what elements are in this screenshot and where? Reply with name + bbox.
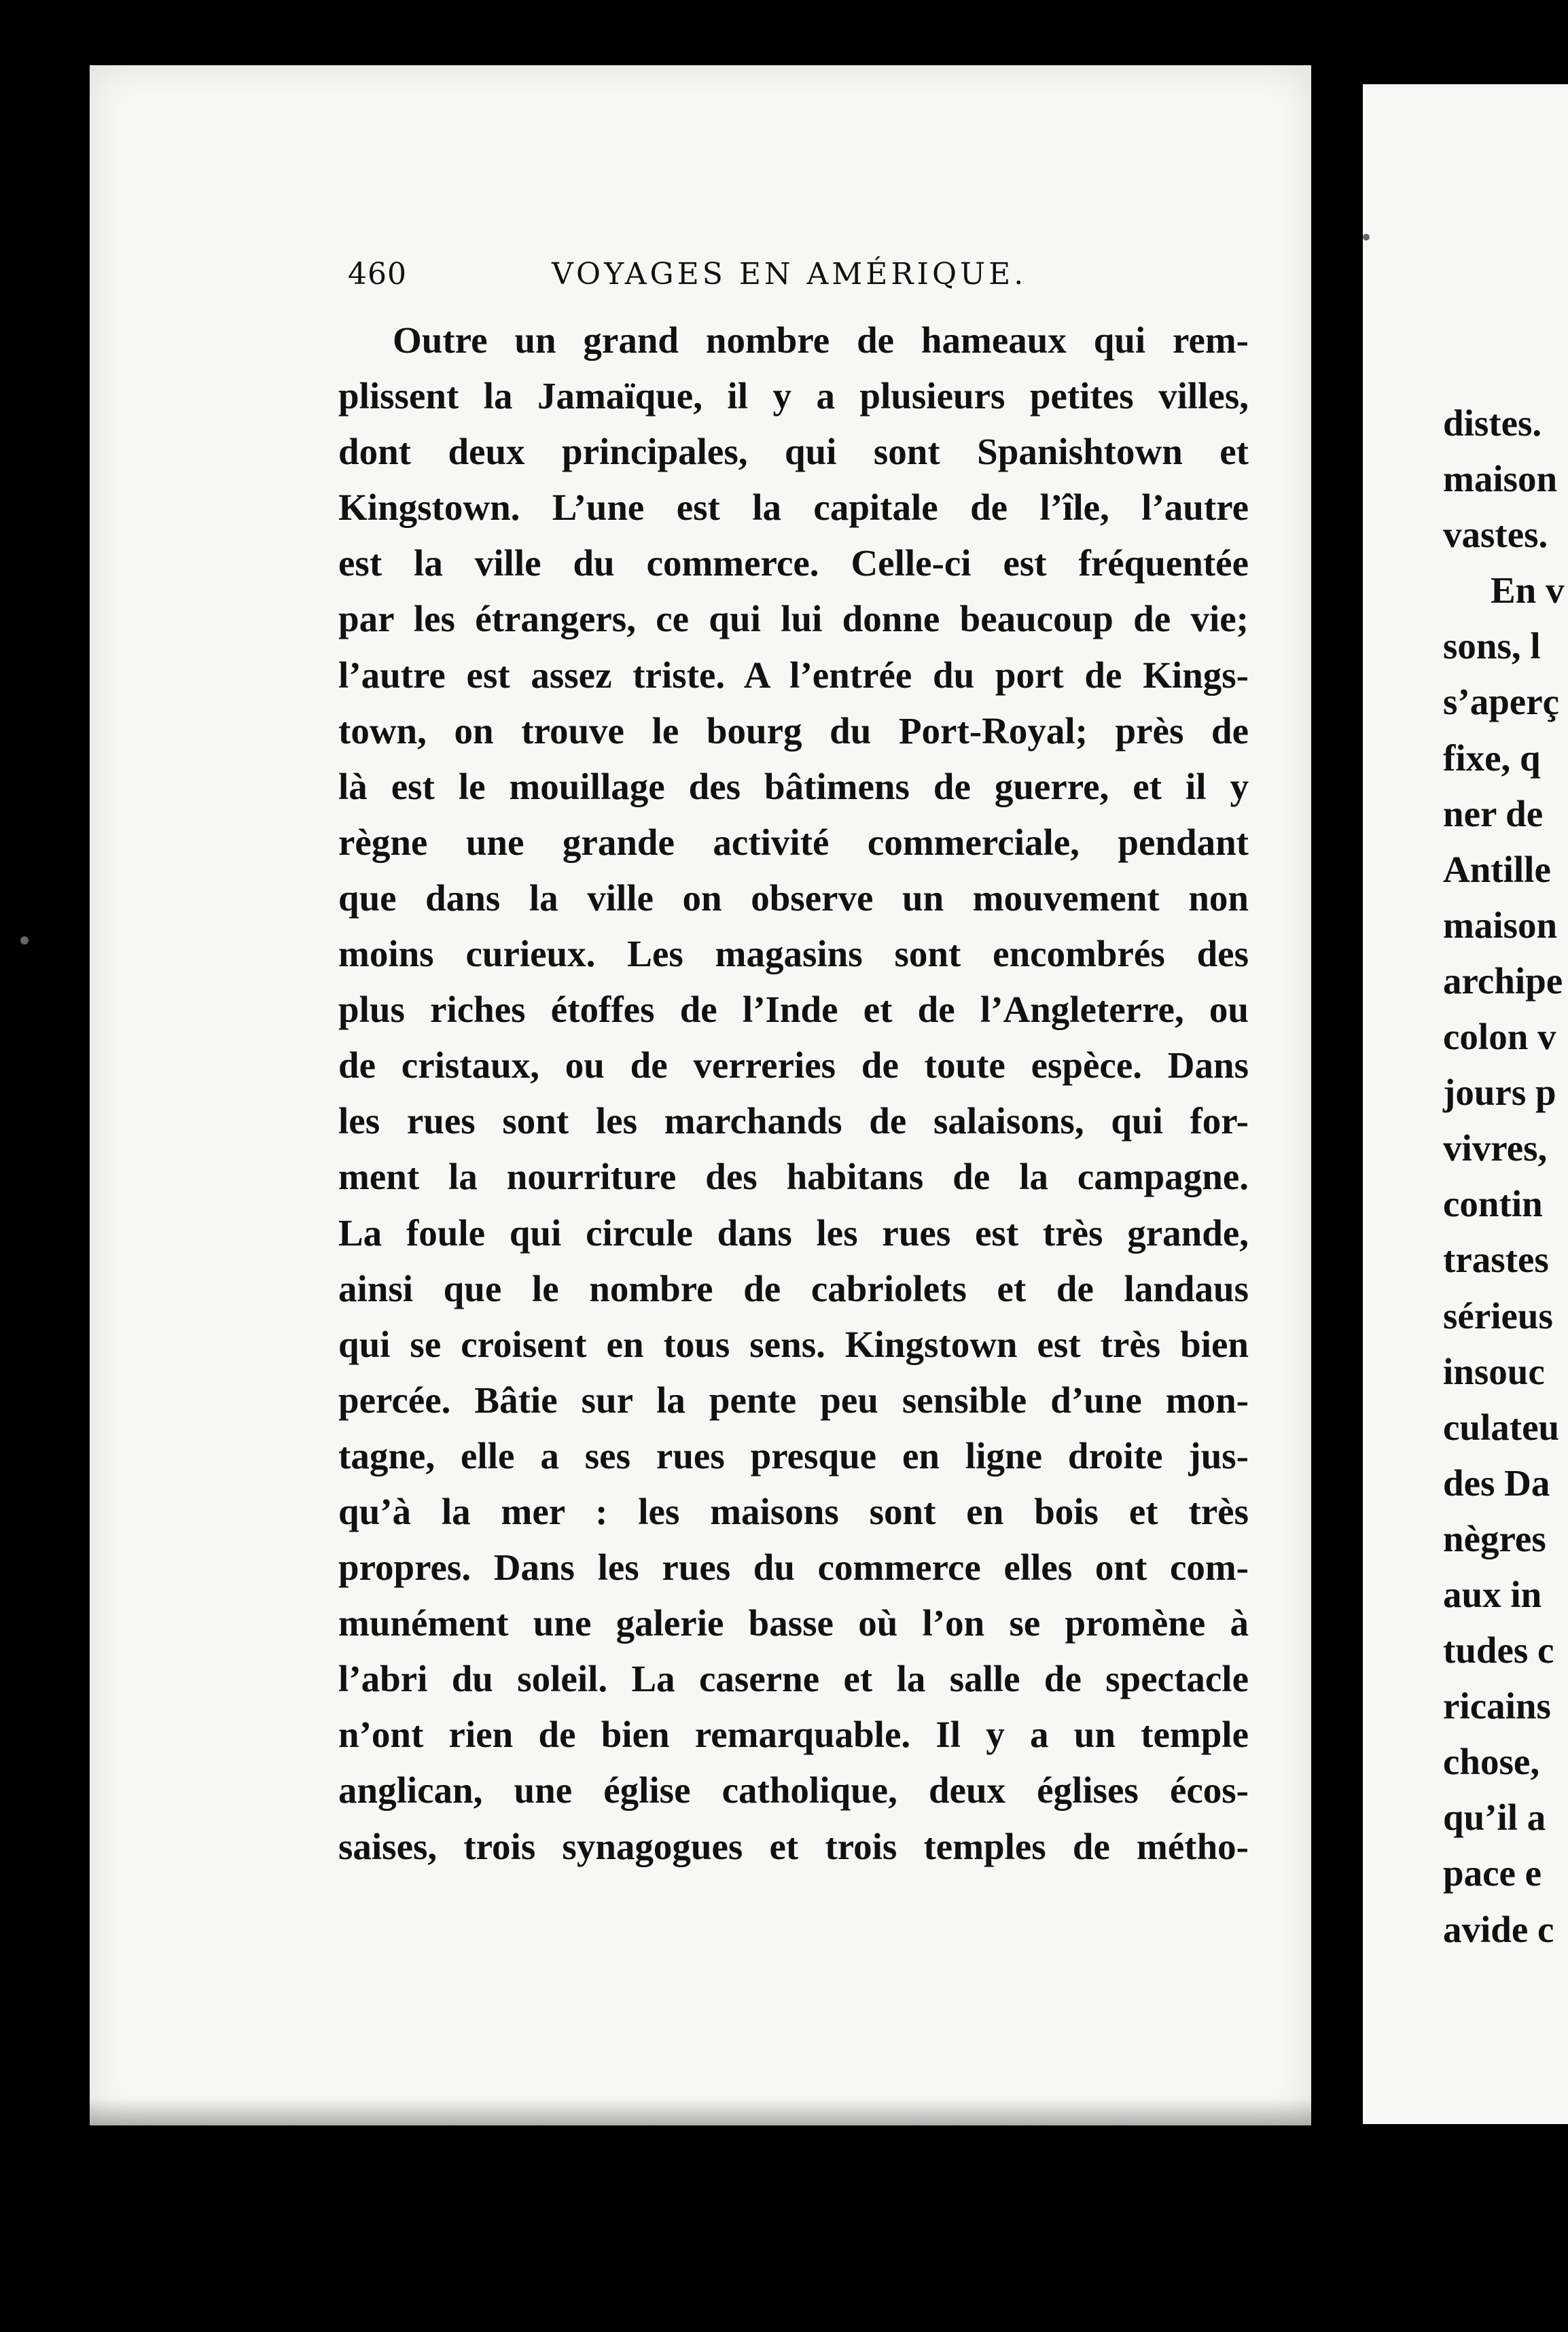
right-page-line: qu’il a	[1443, 1797, 1546, 1839]
right-page-line: sons, l	[1443, 625, 1541, 667]
right-page-line: Antille	[1443, 848, 1551, 890]
right-page-line: trastes	[1443, 1239, 1549, 1281]
text-line: anglican, une église catholique, deux églises écos-	[338, 1769, 1249, 1812]
page-gutter	[1311, 65, 1363, 2125]
right-page-line: tudes c	[1443, 1629, 1554, 1672]
running-head	[348, 257, 1258, 311]
text-line: percée. Bâtie sur la pente peu sensible d’une mon-	[338, 1379, 1249, 1421]
text-line: plissent la Jamaïque, il y a plusieurs petites villes,	[338, 375, 1249, 417]
text-line: ment la nourriture des habitans de la campagne.	[338, 1156, 1249, 1198]
running-title: VOYAGES EN AMÉRIQUE.	[552, 257, 1027, 292]
text-line: plus riches étoffes de l’Inde et de l’Angleterre, ou	[338, 989, 1249, 1031]
right-page-line: des Da	[1443, 1462, 1550, 1504]
right-page-line: s’aperç	[1443, 681, 1560, 723]
text-line: munément une galerie basse où l’on se promène à	[338, 1602, 1249, 1644]
text-line: l’autre est assez triste. A l’entrée du port de Kings-	[338, 654, 1249, 696]
right-page-line: chose,	[1443, 1741, 1540, 1783]
text-line: ainsi que le nombre de cabriolets et de landaus	[338, 1267, 1249, 1309]
paper-speck	[1363, 234, 1370, 241]
text-line: Kingstown. L’une est la capitale de l’île, l’autre	[338, 487, 1249, 529]
text-line: n’ont rien de bien remarquable. Il y a un temple	[338, 1714, 1249, 1756]
right-page-line: maison	[1443, 458, 1558, 500]
text-line: les rues sont les marchands de salaisons, qui for-	[338, 1100, 1249, 1142]
text-line: que dans la ville on observe un mouvement non	[338, 877, 1249, 919]
right-page-line: aux in	[1443, 1573, 1542, 1615]
right-page	[1363, 84, 1568, 2124]
text-line: La foule qui circule dans les rues est très grande,	[338, 1212, 1249, 1254]
right-page-line: distes.	[1443, 402, 1542, 444]
text-line: de cristaux, ou de verreries de toute espèce. Dans	[338, 1044, 1249, 1086]
paper-speck	[20, 936, 29, 944]
right-page-line: ricains	[1443, 1685, 1551, 1727]
right-page-line: nègres	[1443, 1517, 1546, 1559]
right-page-line: avide c	[1443, 1908, 1554, 1950]
text-line: là est le mouillage des bâtimens de guerre, et il y	[338, 765, 1249, 807]
right-page-line: insouc	[1443, 1350, 1545, 1392]
text-line: règne une grande activité commerciale, pendant	[338, 821, 1249, 863]
text-line: par les étrangers, ce qui lui donne beaucoup de vie;	[338, 598, 1249, 640]
text-line: town, on trouve le bourg du Port-Royal; près de	[338, 709, 1249, 752]
text-line: Outre un grand nombre de hameaux qui rem-	[393, 319, 1249, 361]
text-line: l’abri du soleil. La caserne et la salle de spectacle	[338, 1658, 1249, 1700]
text-line: propres. Dans les rues du commerce elles ont com-	[338, 1547, 1249, 1589]
right-page-line: jours p	[1443, 1072, 1556, 1114]
text-line: qui se croisent en tous sens. Kingstown est très bien	[338, 1323, 1249, 1365]
text-line: est la ville du commerce. Celle-ci est fréquentée	[338, 542, 1249, 584]
page-number: 460	[348, 257, 407, 292]
right-page-line: contin	[1443, 1183, 1543, 1225]
right-page-line: vastes.	[1443, 514, 1548, 556]
right-page-text	[1443, 395, 1568, 1958]
right-page-line: pace e	[1443, 1852, 1542, 1894]
right-page-line: colon v	[1443, 1016, 1556, 1058]
text-line: qu’à la mer : les maisons sont en bois et très	[338, 1490, 1249, 1532]
text-line: dont deux principales, qui sont Spanishtown et	[338, 431, 1249, 473]
right-page-line: ner de	[1443, 792, 1544, 834]
right-page-line: maison	[1443, 904, 1558, 946]
right-page-line: sérieus	[1443, 1294, 1553, 1337]
right-page-line: fixe, q	[1443, 737, 1541, 779]
text-line: moins curieux. Les magasins sont encombrés des	[338, 933, 1249, 975]
body-text	[338, 313, 1249, 1875]
page-edge-shadow	[90, 2098, 1311, 2125]
right-page-line: archipe	[1443, 959, 1563, 1002]
text-line: saises, trois synagogues et trois temples de métho-	[338, 1825, 1249, 1867]
text-line: tagne, elle a ses rues presque en ligne droite jus-	[338, 1434, 1249, 1477]
right-page-line: vivres,	[1443, 1127, 1548, 1169]
right-page-line: En v	[1491, 569, 1565, 612]
right-page-line: culateu	[1443, 1406, 1560, 1448]
